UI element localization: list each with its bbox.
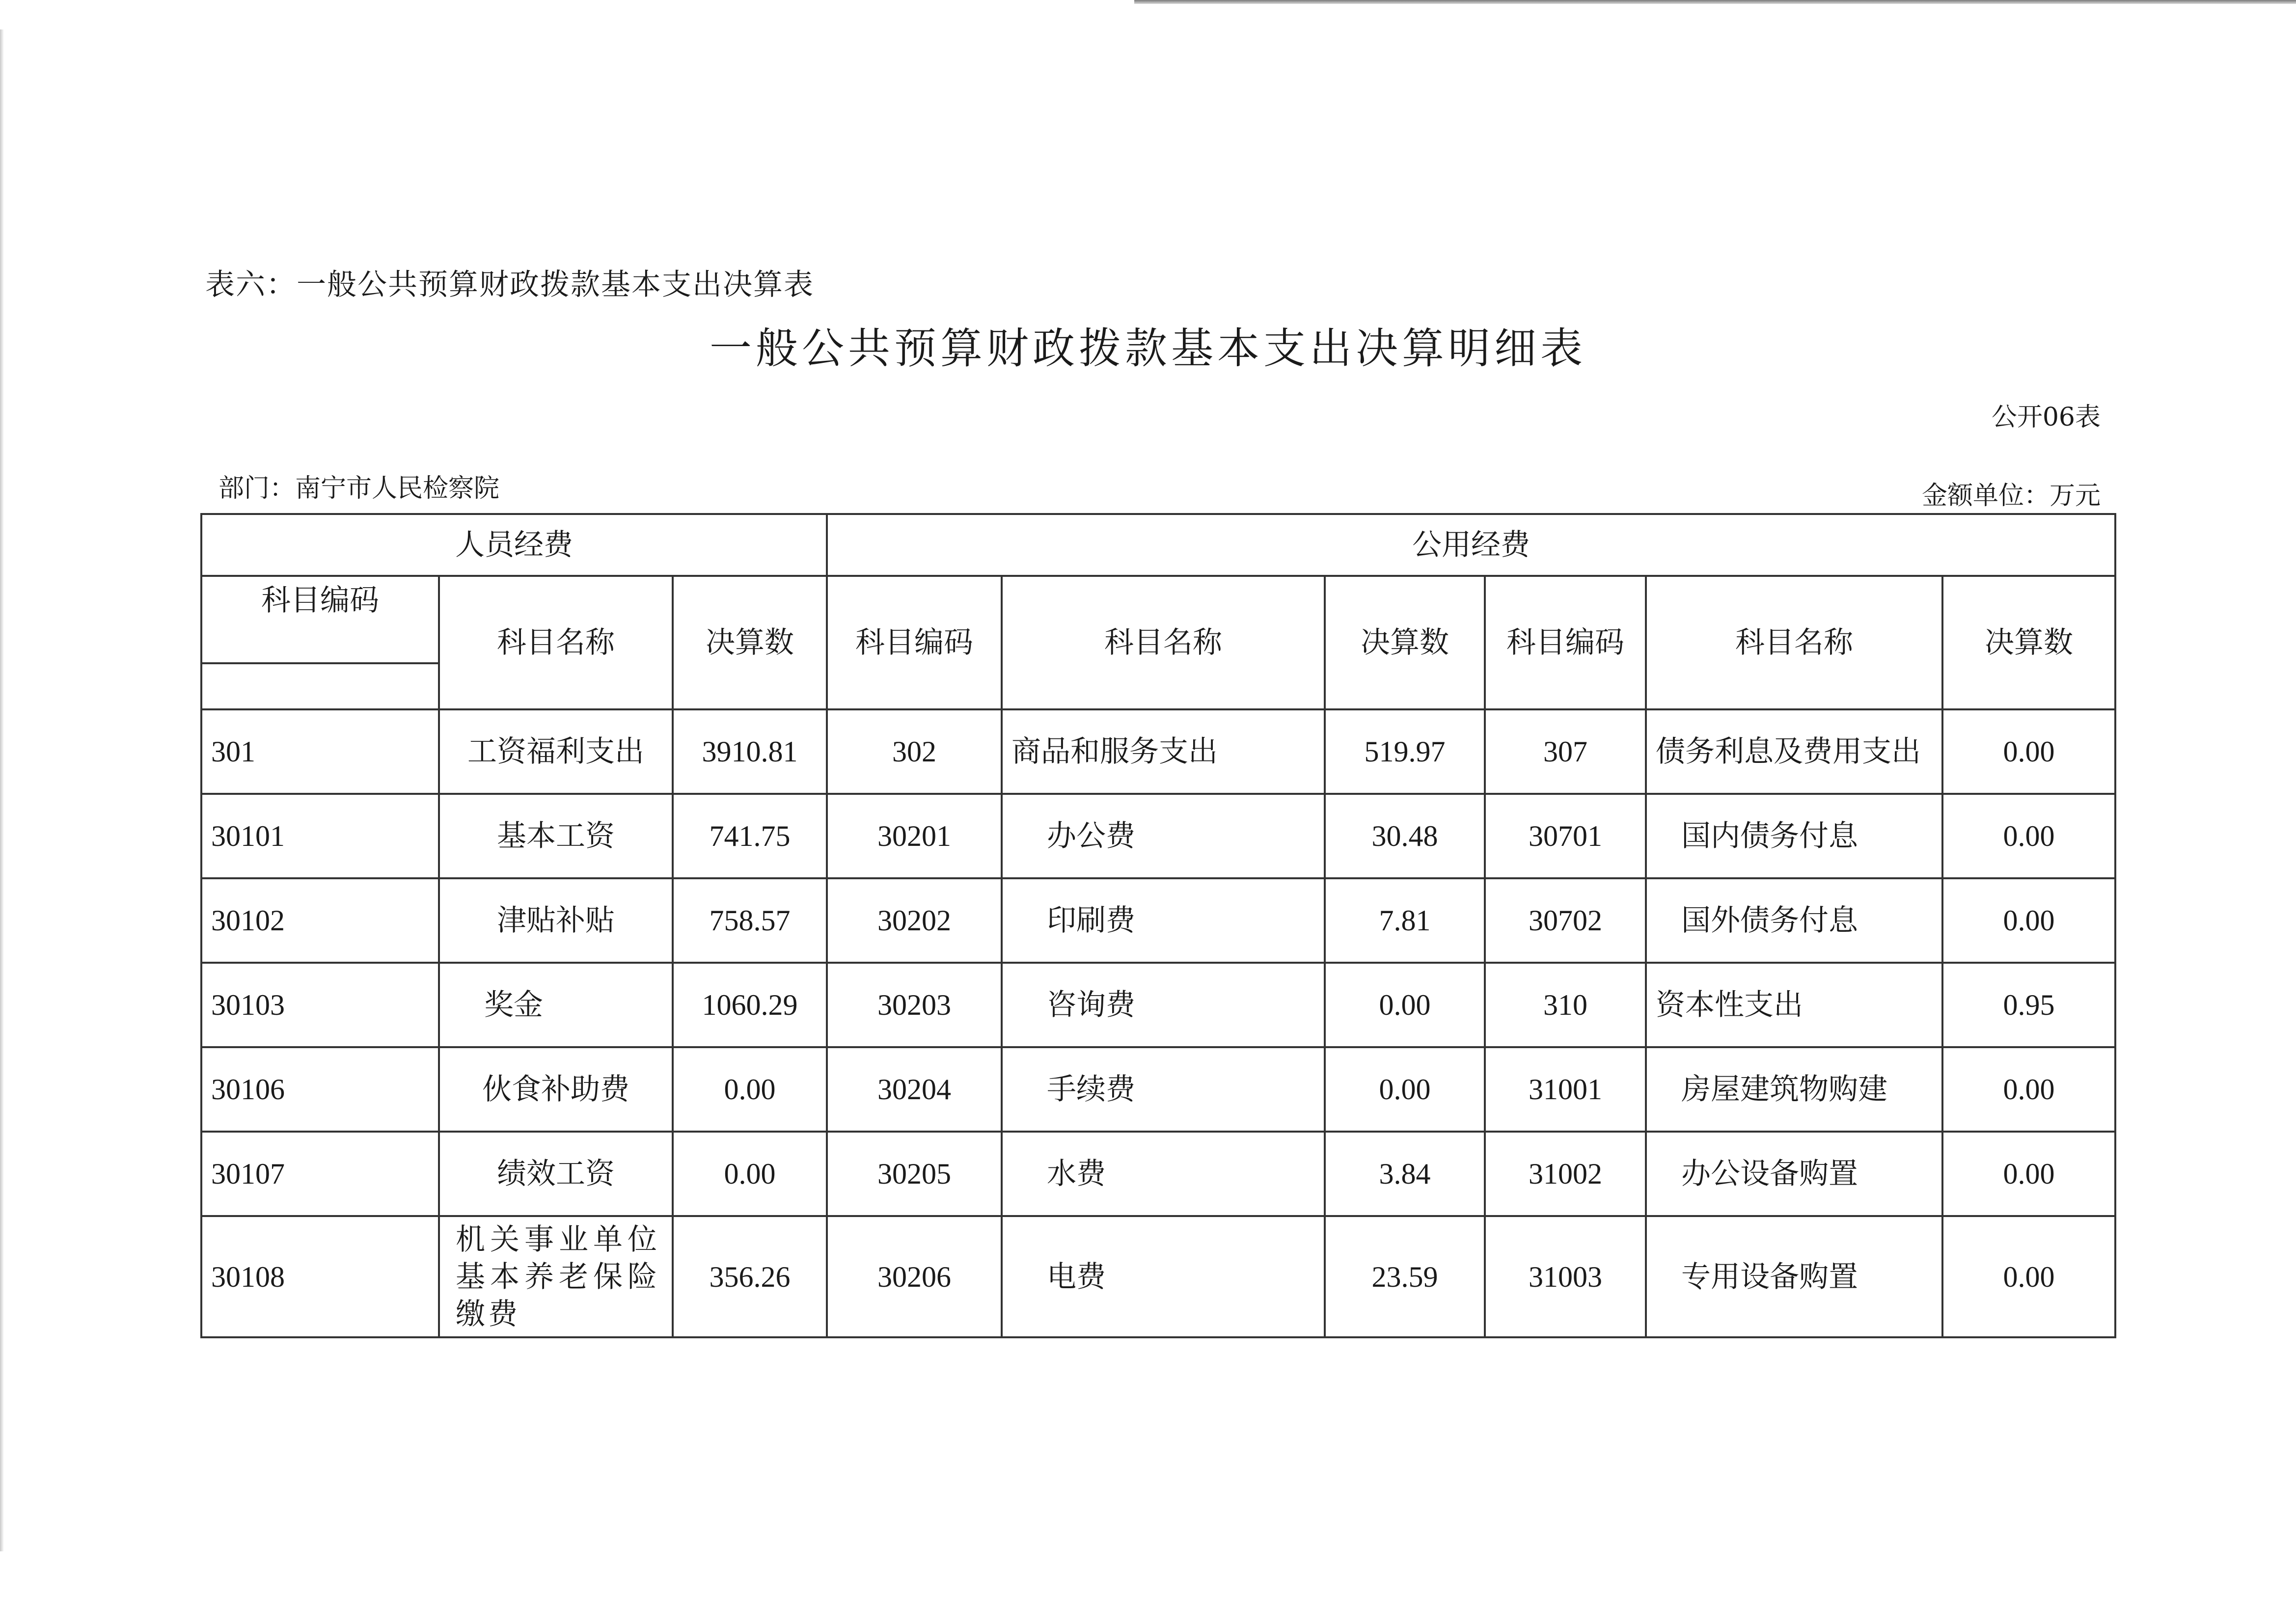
header-p-name: 科目名称 <box>439 576 673 709</box>
cell-b-code: 30701 <box>1485 794 1646 878</box>
cell-b-name: 国内债务付息 <box>1646 794 1942 878</box>
cell-a-name: 手续费 <box>1002 1047 1325 1132</box>
table-row <box>201 1132 2115 1216</box>
table-row <box>201 794 2115 878</box>
cell-p-code: 30106 <box>201 1047 439 1132</box>
header-b-amount: 决算数 <box>1942 576 2115 709</box>
cell-p-name: 奖金 <box>439 963 673 1047</box>
cell-p-amount: 356.26 <box>673 1216 827 1337</box>
header-p-code-blank <box>201 663 439 709</box>
cell-b-amount: 0.00 <box>1942 709 2115 794</box>
cell-a-code: 30203 <box>827 963 1002 1047</box>
cell-p-name: 绩效工资 <box>439 1132 673 1216</box>
cell-p-amount: 741.75 <box>673 794 827 878</box>
scan-edge-left <box>0 29 4 1551</box>
cell-b-amount: 0.00 <box>1942 1047 2115 1132</box>
expenditure-table <box>200 513 2116 1338</box>
cell-p-amount: 0.00 <box>673 1132 827 1216</box>
cell-a-name: 办公费 <box>1002 794 1325 878</box>
table-caption: 表六：一般公共预算财政拨款基本支出决算表 <box>205 268 814 302</box>
cell-a-amount: 3.84 <box>1325 1132 1485 1216</box>
cell-b-code: 31003 <box>1485 1216 1646 1337</box>
cell-p-name: 工资福利支出 <box>439 709 673 794</box>
cell-b-name: 房屋建筑物购建 <box>1646 1047 1942 1132</box>
cell-b-amount: 0.00 <box>1942 1216 2115 1337</box>
table-row <box>201 963 2115 1047</box>
cell-b-amount: 0.00 <box>1942 878 2115 963</box>
cell-b-code: 307 <box>1485 709 1646 794</box>
cell-p-name: 基本工资 <box>439 794 673 878</box>
cell-b-code: 31001 <box>1485 1047 1646 1132</box>
cell-p-code: 30103 <box>201 963 439 1047</box>
table-row <box>201 878 2115 963</box>
cell-a-amount: 0.00 <box>1325 1047 1485 1132</box>
cell-a-amount: 0.00 <box>1325 963 1485 1047</box>
cell-p-amount: 3910.81 <box>673 709 827 794</box>
cell-b-name: 国外债务付息 <box>1646 878 1942 963</box>
cell-p-code: 301 <box>201 709 439 794</box>
cell-p-name: 津贴补贴 <box>439 878 673 963</box>
cell-b-code: 310 <box>1485 963 1646 1047</box>
cell-b-name: 资本性支出 <box>1646 963 1942 1047</box>
group-header-row <box>201 514 2115 576</box>
cell-p-name: 伙食补助费 <box>439 1047 673 1132</box>
cell-a-code: 302 <box>827 709 1002 794</box>
header-a-code: 科目编码 <box>827 576 1002 709</box>
scan-edge-top <box>1134 0 2296 4</box>
department-label: 部门：南宁市人民检察院 <box>219 474 500 503</box>
cell-b-amount: 0.00 <box>1942 794 2115 878</box>
cell-a-name: 印刷费 <box>1002 878 1325 963</box>
header-a-amount: 决算数 <box>1325 576 1485 709</box>
header-b-name: 科目名称 <box>1646 576 1942 709</box>
amount-unit-label: 金额单位：万元 <box>1921 481 2101 511</box>
page-title: 一般公共预算财政拨款基本支出决算明细表 <box>710 324 1586 373</box>
column-header-row <box>201 576 2115 663</box>
cell-p-amount: 1060.29 <box>673 963 827 1047</box>
cell-b-amount: 0.95 <box>1942 963 2115 1047</box>
header-p-amount: 决算数 <box>673 576 827 709</box>
cell-a-code: 30202 <box>827 878 1002 963</box>
cell-p-code: 30102 <box>201 878 439 963</box>
group-personnel-header: 人员经费 <box>201 514 827 576</box>
cell-a-code: 30205 <box>827 1132 1002 1216</box>
cell-b-code: 30702 <box>1485 878 1646 963</box>
header-p-code: 科目编码 <box>201 576 439 663</box>
cell-b-code: 31002 <box>1485 1132 1646 1216</box>
cell-b-name: 办公设备购置 <box>1646 1132 1942 1216</box>
cell-a-code: 30206 <box>827 1216 1002 1337</box>
form-number: 公开06表 <box>1991 403 2101 432</box>
cell-a-amount: 30.48 <box>1325 794 1485 878</box>
group-public-header: 公用经费 <box>827 514 2115 576</box>
header-a-name: 科目名称 <box>1002 576 1325 709</box>
cell-a-name: 商品和服务支出 <box>1002 709 1325 794</box>
cell-p-code: 30107 <box>201 1132 439 1216</box>
cell-p-name: 机关事业单位基本养老保险缴费 <box>439 1216 673 1337</box>
table-row <box>201 709 2115 794</box>
cell-b-amount: 0.00 <box>1942 1132 2115 1216</box>
cell-p-amount: 758.57 <box>673 878 827 963</box>
cell-a-code: 30201 <box>827 794 1002 878</box>
header-b-code: 科目编码 <box>1485 576 1646 709</box>
cell-a-name: 水费 <box>1002 1132 1325 1216</box>
cell-p-code: 30108 <box>201 1216 439 1337</box>
cell-a-amount: 519.97 <box>1325 709 1485 794</box>
cell-p-amount: 0.00 <box>673 1047 827 1132</box>
cell-a-amount: 7.81 <box>1325 878 1485 963</box>
table-row <box>201 1216 2115 1337</box>
cell-b-name: 债务利息及费用支出 <box>1646 709 1942 794</box>
cell-a-code: 30204 <box>827 1047 1002 1132</box>
cell-a-amount: 23.59 <box>1325 1216 1485 1337</box>
cell-a-name: 电费 <box>1002 1216 1325 1337</box>
cell-p-code: 30101 <box>201 794 439 878</box>
cell-a-name: 咨询费 <box>1002 963 1325 1047</box>
cell-b-name: 专用设备购置 <box>1646 1216 1942 1337</box>
table-row <box>201 1047 2115 1132</box>
